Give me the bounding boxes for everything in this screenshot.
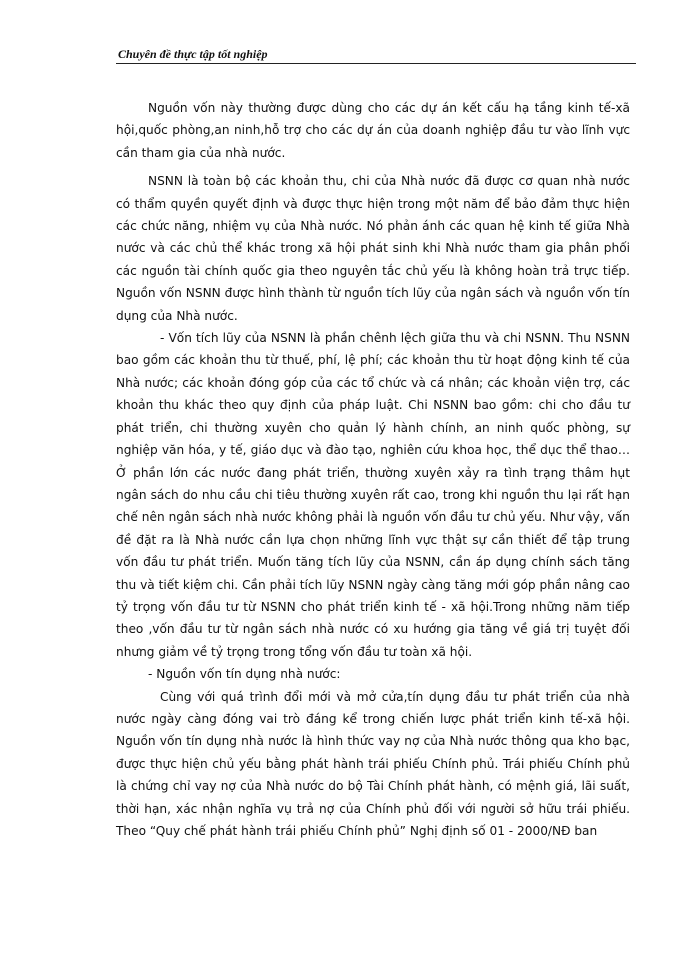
paragraph: NSNN là toàn bộ các khoản thu, chi của Nhà nước đã được cơ quan nhà nước có thẩm quyền quyết định và được thực hiện trong một năm để bảo đảm thực hiện các chức năng, nhiệm vụ của Nhà nước. Nó phản ánh các quan hệ kinh tế giữa Nhà nước và các chủ thể khác trong xã hội phát sinh khi Nhà nước tham gia phân phối các nguồn tài chính quốc gia theo nguyên tắc chủ yếu là không hoàn trả trực tiếp. Nguồn vốn NSNN được hình thành từ nguồn tích lũy của ngân sách và nguồn vốn tín dụng của Nhà nước. bbox=[116, 174, 630, 323]
document-body bbox=[116, 97, 630, 842]
paragraph: Nguồn vốn này thường được dùng cho các dự án kết cấu hạ tầng kinh tế-xã hội,quốc phòng,an ninh,hỗ trợ cho các dự án của doanh nghiệp đầu tư vào lĩnh vực cần tham gia của nhà nước. bbox=[116, 101, 630, 160]
paragraph: - Vốn tích lũy của NSNN là phần chênh lệch giữa thu và chi NSNN. Thu NSNN bao gồm các khoản thu từ thuế, phí, lệ phí; các khoản thu từ hoạt động kinh tế của Nhà nước; các khoản đóng góp của các tổ chức và cá nhân; các khoản viện trợ, các khoản thu khác theo quy định của pháp luật. Chi NSNN bao gồm: chi cho đầu tư phát triển, chi thường xuyên cho quản lý hành chính, an ninh quốc phòng, sự nghiệp văn hóa, y tế, giáo dục và đào tạo, nghiên cứu khoa học, thể dục thể thao… Ở phần lớn các nước đang phát triển, thường xuyên xảy ra tình trạng thâm hụt ngân sách do nhu cầu chi tiêu thường xuyên rất cao, trong khi nguồn thu lại rất hạn chế nên ngân sách nhà nước không phải là nguồn vốn đầu tư chủ yếu. Như vậy, vấn đề đặt ra là Nhà nước cần lựa chọn những lĩnh vực thật sự cần thiết để tập trung vốn đầu tư phát triển. Muốn tăng tích lũy của NSNN, cần áp dụng chính sách tăng thu và tiết kiệm chi. Cần phải tích lũy NSNN ngày càng tăng mới góp phần nâng cao tỷ trọng vốn đầu tư từ NSNN cho phát triển kinh tế - xã hội.Trong những năm tiếp theo ,vốn đầu tư từ ngân sách nhà nước có xu hướng gia tăng về giá trị tuyệt đối nhưng giảm về tỷ trọng trong tổng vốn đầu tư toàn xã hội. bbox=[116, 331, 630, 659]
paragraph: - Nguồn vốn tín dụng nhà nước: bbox=[148, 667, 341, 682]
paragraph: Cùng với quá trình đổi mới và mở cửa,tín dụng đầu tư phát triển của nhà nước ngày càng đóng vai trò đáng kể trong chiến lược phát triển kinh tế-xã hội. Nguồn vốn tín dụng nhà nước là hình thức vay nợ của Nhà nước thông qua kho bạc, được thực hiện chủ yếu bằng phát hành trái phiếu Chính phủ. Trái phiếu Chính phủ là chứng chỉ vay nợ của Nhà nước do bộ Tài Chính phát hành, có mệnh giá, lãi suất, thời hạn, xác nhận nghĩa vụ trả nợ của Chính phủ đối với người sở hữu trái phiếu. Theo “Quy chế phát hành trái phiếu Chính phủ” Nghị định số 01 - 2000/NĐ ban bbox=[116, 689, 630, 838]
header-divider bbox=[116, 63, 636, 64]
page-header-title: Chuyên đề thực tập tốt nghiệp bbox=[118, 47, 268, 61]
